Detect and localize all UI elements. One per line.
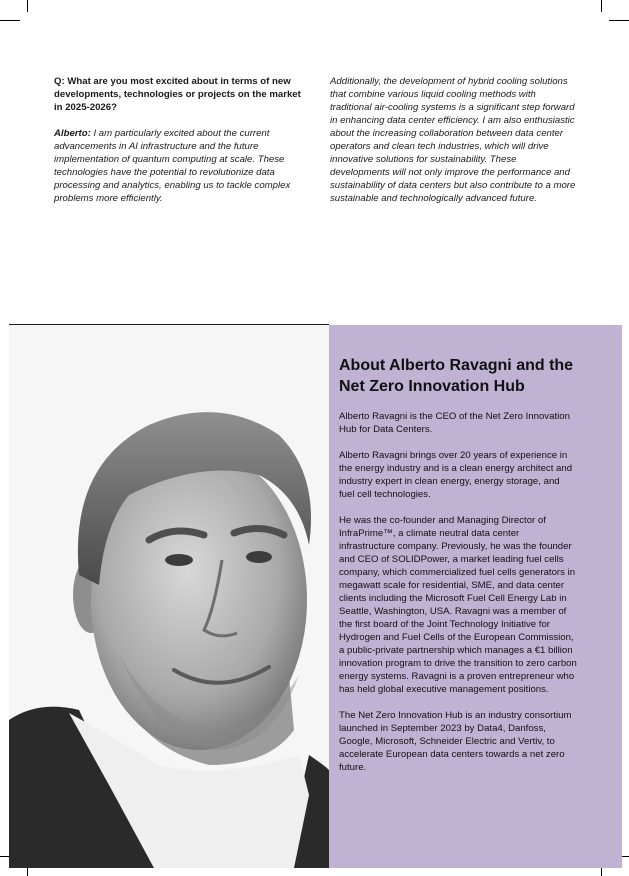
interview-left-column — [54, 75, 304, 205]
interview-question: Q: What are you most excited about in terms of new developments, technologies or projects on the market in 2025-2026? — [54, 76, 301, 113]
bio-paragraph: He was the co-founder and Managing Director of InfraPrime™, a climate neutral data center infrastructure company. Previously, he was the founder and CEO of SOLIDPower, a market leading fuel cells company, which commercialized fuel cells generators in megawatt scale for residential, SME, and data center clients including the Microsoft Fuel Cell Energy Lab in Seattle, Washington, USA. Ravagni was a member of the first board of the Joint Technology Initiative for Hydrogen and Fuel Cells of the European Commission, a public-private partnership which manages a €1 billion innovation program to drive the transition to zero carbon energy systems. Ravagni is a proven entrepreneur who has held global executive management positions. — [339, 515, 577, 695]
crop-mark-top-left-v — [27, 0, 28, 12]
answer-speaker: Alberto: — [54, 128, 91, 139]
bio-body — [339, 410, 577, 787]
portrait-photo — [9, 325, 329, 868]
bio-panel — [329, 325, 622, 868]
bio-paragraph: Alberto Ravagni is the CEO of the Net Zero Innovation Hub for Data Centers. — [339, 411, 570, 435]
portrait-illustration — [9, 325, 329, 868]
answer-text: I am particularly excited about the current advancements in AI infrastructure and the future implementation of quantum computing at scale. These technologies have the potential to revolutionize data processing and analytics, enabling us to tackle complex problems more efficiently. — [54, 128, 291, 204]
interview-answer — [54, 127, 304, 205]
crop-mark-top-right — [609, 20, 629, 21]
crop-mark-top-right-v — [601, 0, 602, 12]
crop-mark-top-left — [0, 20, 20, 21]
bio-title: About Alberto Ravagni and the Net Zero Innovation Hub — [339, 357, 574, 395]
bio-paragraph: Alberto Ravagni brings over 20 years of experience in the energy industry and is a clean energy architect and industry expert in clean energy, energy storage, and fuel cell technologies. — [339, 450, 573, 500]
answer-continuation: Additionally, the development of hybrid cooling solutions that combine various liquid cooling methods with traditional air-cooling systems is a significant step forward in enhancing data center efficiency. I am also enthusiastic about the increasing collaboration between data center operators and clean tech industries, which will drive innovative solutions for sustainability. These developments will not only improve the performance and sustainability of data centers but also contribute to a more sustainable and technologically advanced future. — [330, 76, 576, 204]
bio-paragraph: The Net Zero Innovation Hub is an industry consortium launched in September 2023 by Data4, Danfoss, Google, Microsoft, Schneider Electric and Vertiv, to accelerate European data centers towards a net zero future. — [339, 710, 572, 773]
interview-right-column — [330, 75, 578, 205]
